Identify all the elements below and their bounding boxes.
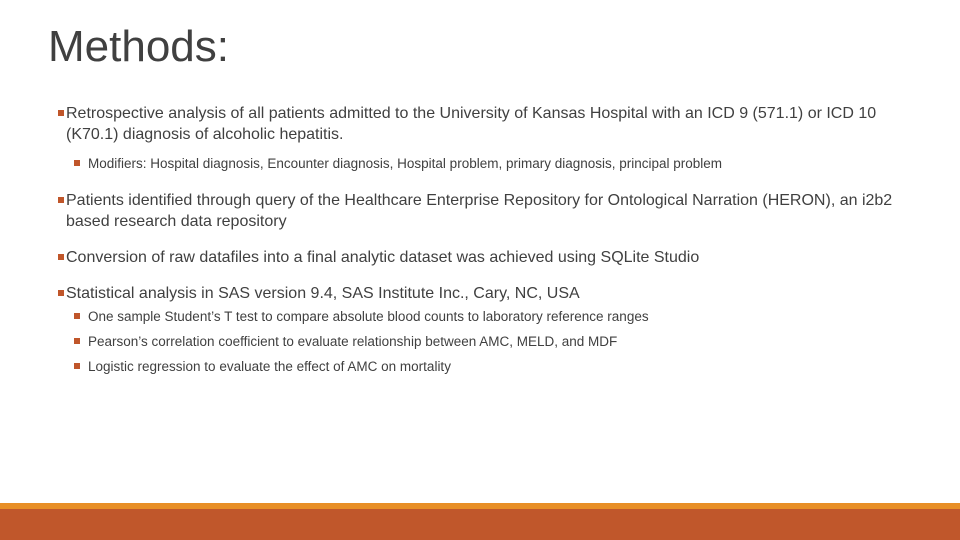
footer-bar <box>0 509 960 540</box>
bullet-square-icon <box>58 254 64 260</box>
sub-bullet-logistic-regression: Logistic regression to evaluate the effect of AMC on mortality <box>58 354 908 379</box>
bullet-retrospective-analysis: Retrospective analysis of all patients admitted to the University of Kansas Hospital with an ICD 9 (571.1) or ICD 10 (K70.1) diagnosis of alcoholic hepatitis. <box>58 103 908 145</box>
slide-body <box>58 103 908 379</box>
sub-bullet-modifiers: Modifiers: Hospital diagnosis, Encounter diagnosis, Hospital problem, primary diagnosis, principal problem <box>58 151 908 176</box>
bullet-square-icon <box>58 197 64 203</box>
sub-bullet-pearson: Pearson’s correlation coefficient to evaluate relationship between AMC, MELD, and MDF <box>58 329 908 354</box>
bullet-square-icon <box>74 363 80 369</box>
bullet-square-icon <box>58 110 64 116</box>
bullet-square-icon <box>74 160 80 166</box>
bullet-square-icon <box>58 290 64 296</box>
bullet-patients-identified: Patients identified through query of the Healthcare Enterprise Repository for Ontological Narration (HERON), an i2b2 based research data repository <box>58 190 908 232</box>
slide-title: Methods: <box>48 22 229 71</box>
bullet-conversion: Conversion of raw datafiles into a final analytic dataset was achieved using SQLite Studio <box>58 247 908 268</box>
bullet-square-icon <box>74 313 80 319</box>
bullet-statistical-analysis: Statistical analysis in SAS version 9.4, SAS Institute Inc., Cary, NC, USA <box>58 283 908 304</box>
bullet-square-icon <box>74 338 80 344</box>
sub-bullet-t-test: One sample Student’s T test to compare absolute blood counts to laboratory reference ranges <box>58 304 908 329</box>
